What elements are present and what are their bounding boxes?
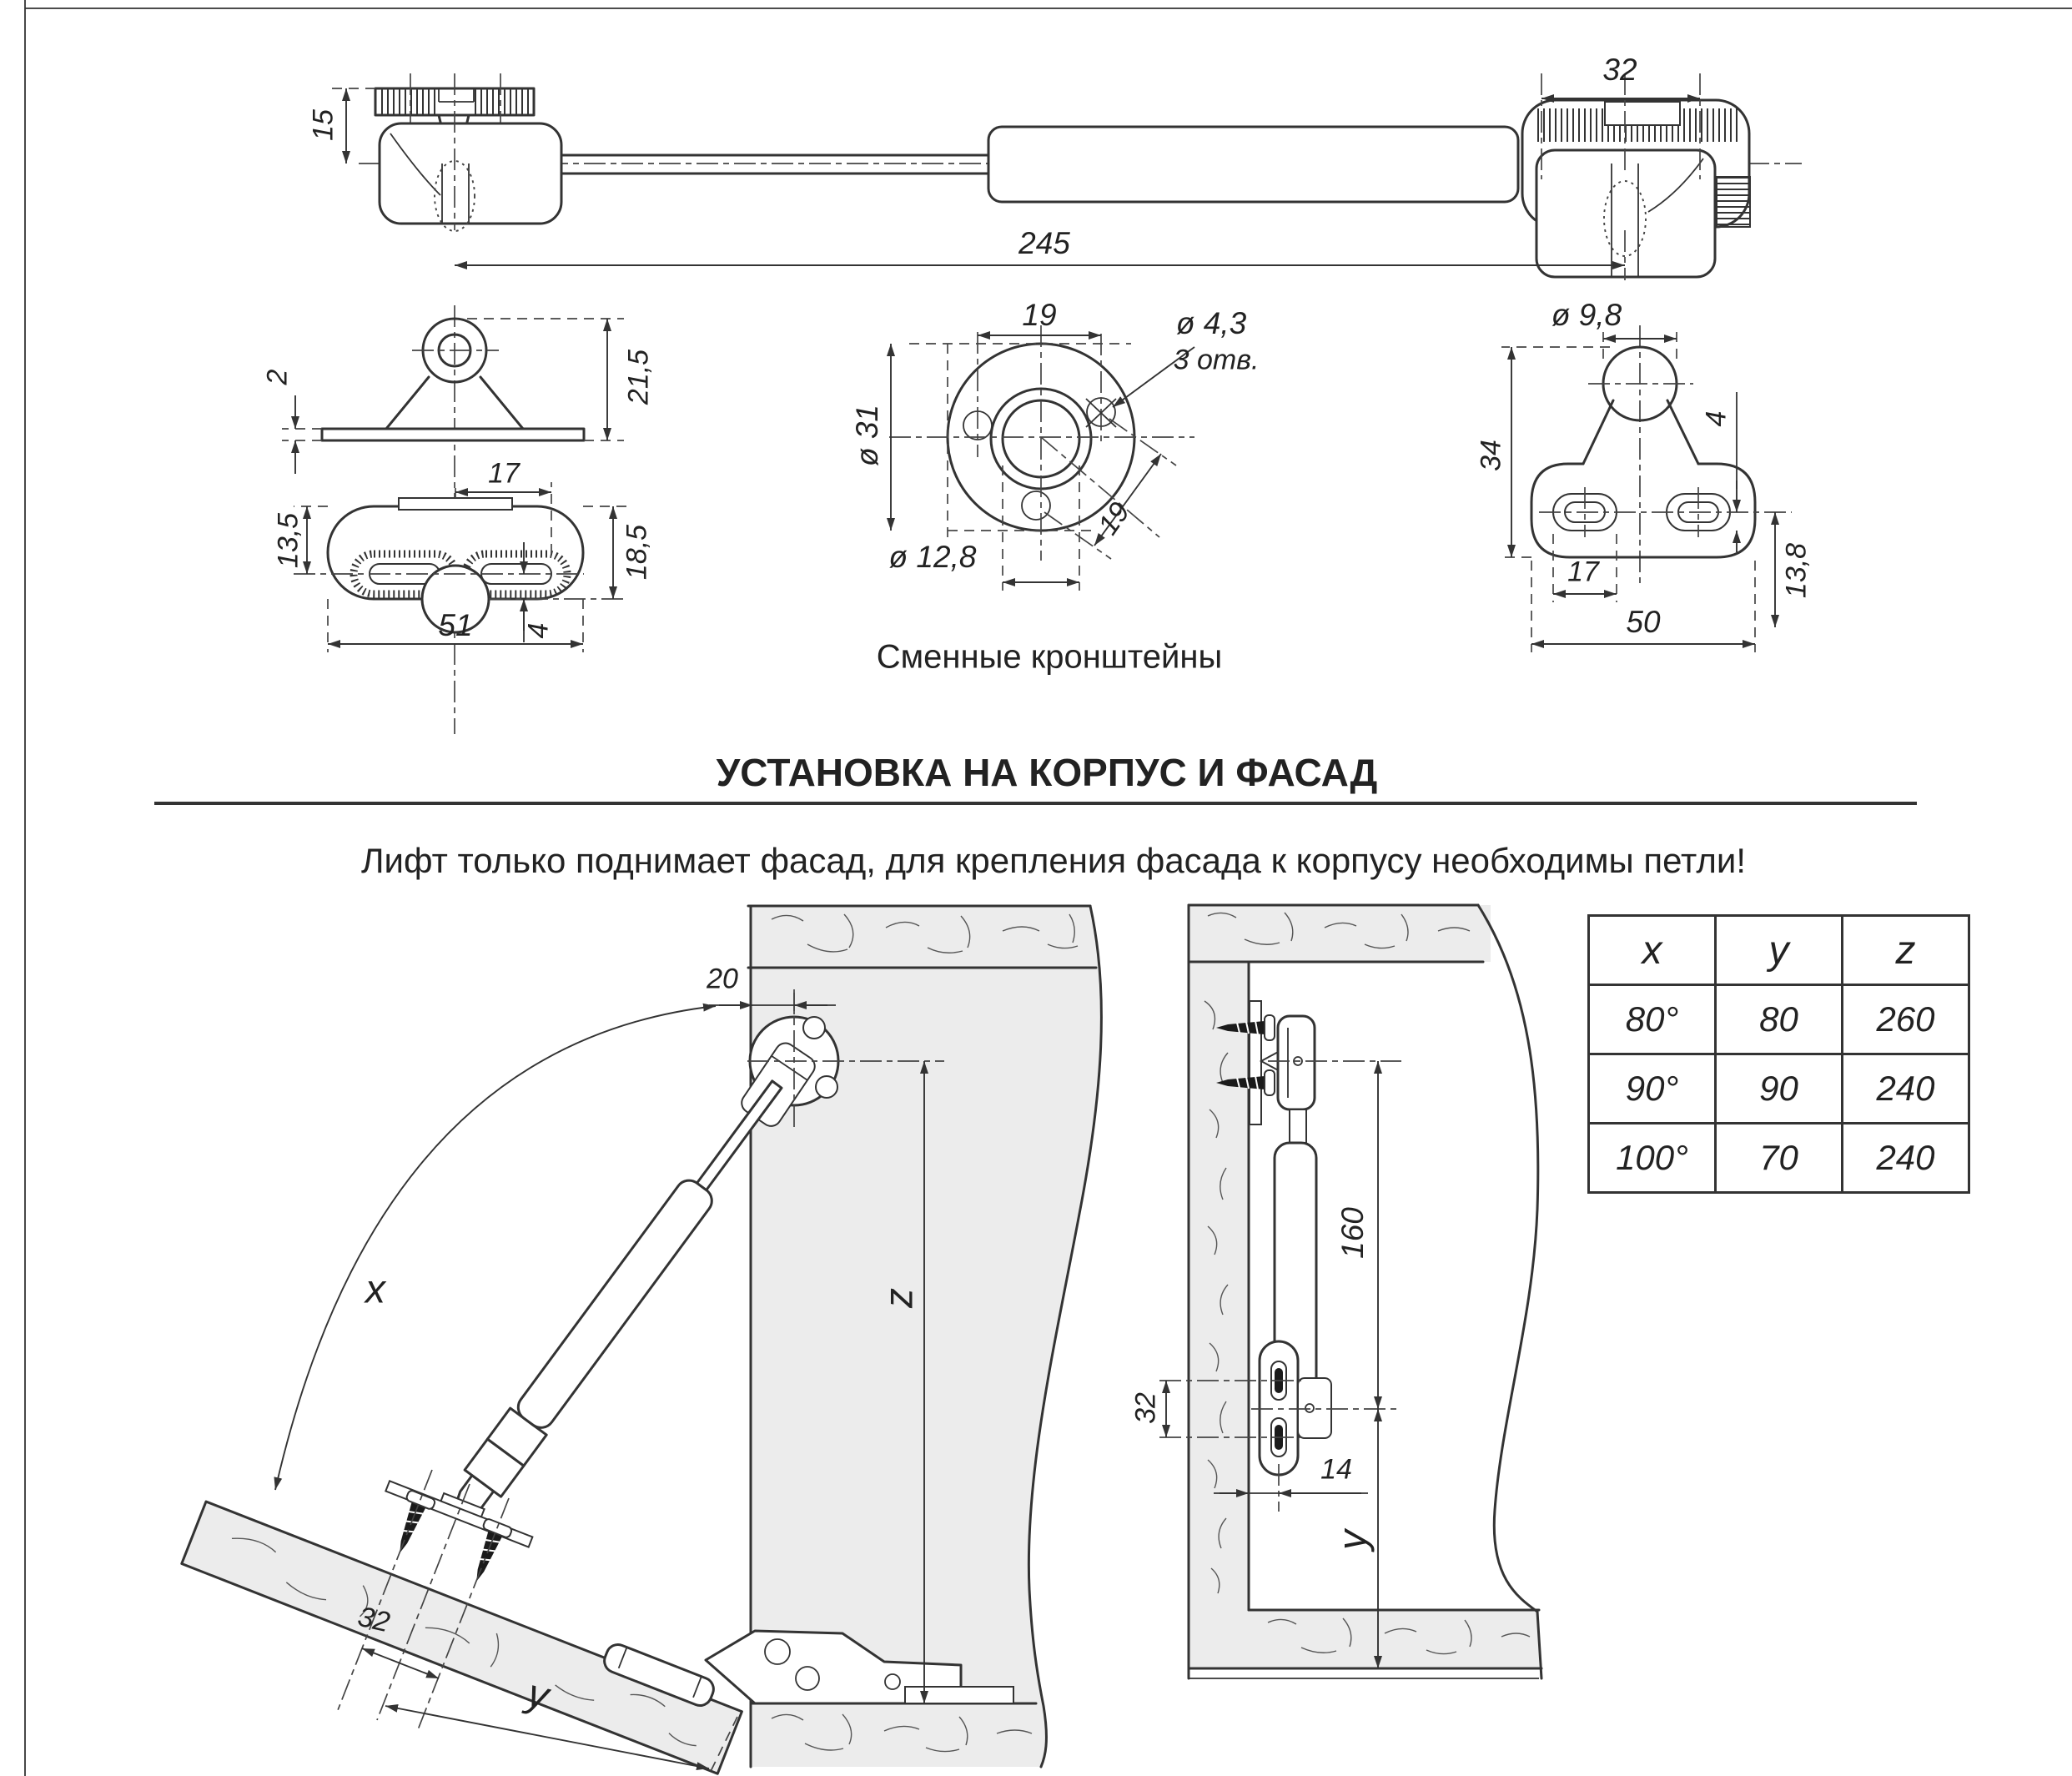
table-cell: 90	[1716, 1054, 1843, 1124]
dim-160: 160	[1335, 1207, 1370, 1259]
dim-dia-4-3: ø 4,3	[1175, 306, 1247, 340]
label-y-closed: y	[1330, 1530, 1375, 1550]
table-cell: 100°	[1589, 1124, 1716, 1193]
dim-34: 34	[1475, 440, 1507, 471]
table-cell: 240	[1843, 1054, 1969, 1124]
table-header-y: y	[1716, 916, 1843, 985]
label-z: z	[877, 1288, 922, 1308]
dim-13-8: 13,8	[1780, 542, 1813, 599]
section-heading: УСТАНОВКА НА КОРПУС И ФАСАД	[716, 751, 1378, 794]
install-closed-view	[1159, 905, 1541, 1678]
install-note: Лифт только поднимает фасад, для крепления фасада к корпусу необходимы петли!	[360, 841, 1747, 880]
table-header-x: x	[1589, 916, 1716, 985]
dim-20: 20	[707, 963, 738, 995]
dim-dia-9-8: ø 9,8	[1551, 298, 1622, 332]
holes-count: 3 отв.	[1173, 344, 1260, 376]
label-x: x	[365, 1267, 385, 1312]
table-cell: 70	[1716, 1124, 1843, 1193]
table-cell: 240	[1843, 1124, 1969, 1193]
table-header-z: z	[1843, 916, 1969, 985]
table-cell: 260	[1843, 985, 1969, 1054]
dim-dia-31: ø 31	[850, 404, 884, 467]
t-bracket-drawing	[1501, 325, 1792, 652]
dim-19-diag: 19	[1092, 496, 1137, 541]
dim-19-top: 19	[1022, 298, 1057, 332]
table-cell: 90°	[1589, 1054, 1716, 1124]
dim-2: 2	[261, 369, 294, 385]
dim-21-5: 21,5	[622, 349, 655, 405]
dim-14: 14	[1320, 1453, 1352, 1486]
dim-32-top: 32	[1602, 53, 1637, 87]
dim-4-plan: 4	[522, 622, 555, 639]
dim-13-5: 13,5	[272, 512, 304, 569]
dim-17-t: 17	[1567, 556, 1599, 588]
brackets-caption: Сменные кронштейны	[876, 638, 1223, 676]
page-border	[25, 0, 2072, 1776]
angle-dimension-table	[1587, 914, 1970, 1194]
dim-32-facade: 32	[355, 1600, 393, 1639]
dim-51: 51	[438, 608, 473, 642]
dim-15: 15	[307, 109, 339, 141]
dim-50: 50	[1626, 605, 1661, 639]
table-cell: 80°	[1589, 985, 1716, 1054]
dim-dia-12-8: ø 12,8	[888, 540, 977, 574]
gas-strut-installed	[442, 1071, 795, 1527]
dim-17-plan: 17	[488, 457, 520, 490]
dim-245: 245	[1018, 226, 1070, 260]
dim-18-5: 18,5	[621, 524, 653, 581]
label-y-facade: y	[523, 1671, 553, 1719]
table-cell: 80	[1716, 985, 1843, 1054]
install-open-view	[182, 906, 1102, 1776]
dim-32-closed: 32	[1129, 1392, 1162, 1424]
dim-4-t: 4	[1700, 410, 1733, 427]
